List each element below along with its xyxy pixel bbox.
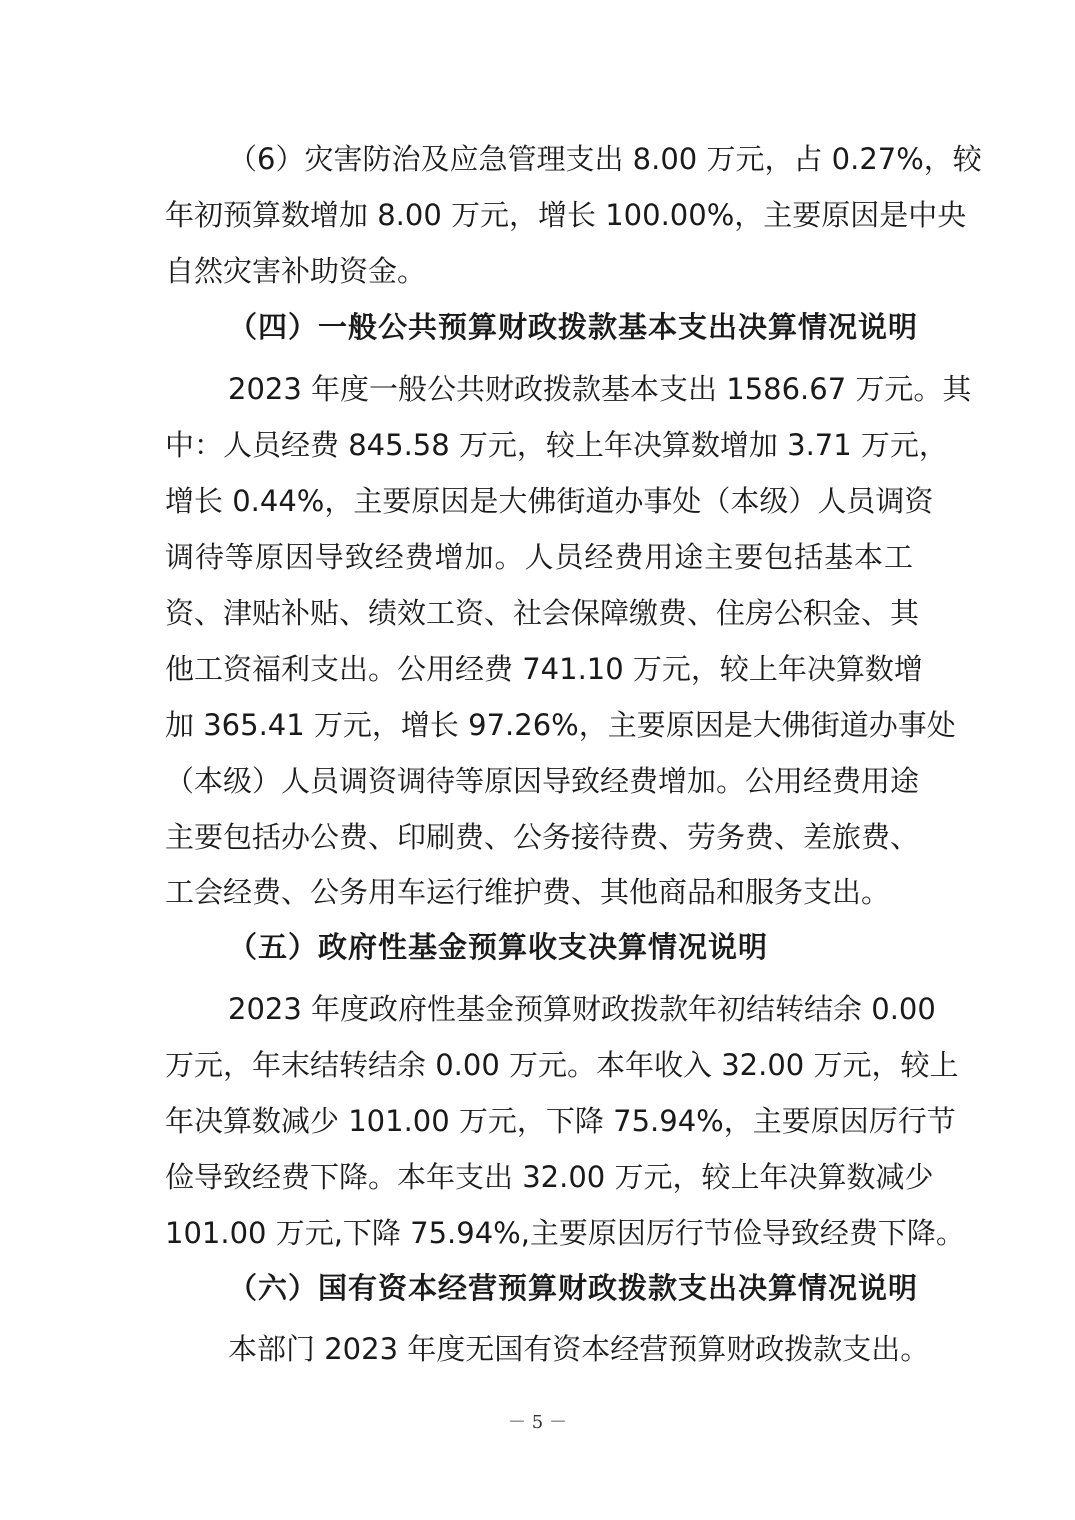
paragraph-line: 本部门 2023 年度无国有资本经营预算财政拨款支出。 — [228, 1332, 930, 1366]
paragraph-line: 2023 年度一般公共财政拨款基本支出 1586.67 万元。其 — [228, 372, 972, 406]
paragraph-line: 年决算数减少 101.00 万元，下降 75.94%，主要原因厉行节 — [165, 1104, 956, 1138]
paragraph-line: 2023 年度政府性基金预算财政拨款年初结转结余 0.00 — [228, 992, 936, 1026]
paragraph-line: 年初预算数增加 8.00 万元，增长 100.00%，主要原因是中央 — [165, 198, 967, 232]
paragraph-line: 主要包括办公费、印刷费、公务接待费、劳务费、差旅费、 — [165, 820, 920, 854]
paragraph-line: 万元，年末结转结余 0.00 万元。本年收入 32.00 万元，较上 — [165, 1048, 959, 1082]
paragraph-line: 中：人员经费 845.58 万元，较上年决算数增加 3.71 万元， — [165, 428, 948, 462]
section-heading: （六）国有资本经营预算财政拨款支出决算情况说明 — [228, 1271, 919, 1305]
paragraph-line: 资、津贴补贴、绩效工资、社会保障缴费、住房公积金、其 — [165, 596, 920, 630]
section-heading: （四）一般公共预算财政拨款基本支出决算情况说明 — [228, 310, 919, 344]
paragraph-line: （6）灾害防治及应急管理支出 8.00 万元，占 0.27%，较 — [228, 142, 982, 176]
paragraph-line: 工会经费、公务用车运行维护费、其他商品和服务支出。 — [165, 875, 891, 909]
paragraph-line: 他工资福利支出。公用经费 741.10 万元，较上年决算数增 — [165, 652, 923, 686]
paragraph-line: 加 365.41 万元，增长 97.26%，主要原因是大佛街道办事处 — [165, 708, 956, 742]
paragraph-line: 101.00 万元,下降 75.94%,主要原因厉行节俭导致经费下降。 — [165, 1216, 965, 1250]
paragraph-line: 增长 0.44%，主要原因是大佛街道办事处（本级）人员调资 — [165, 484, 934, 518]
paragraph-line: 自然灾害补助资金。 — [165, 254, 427, 288]
paragraph-line: 调待等原因导致经费增加。人员经费用途主要包括基本工 — [165, 540, 913, 574]
page-number: － 5 － — [508, 1412, 567, 1433]
paragraph-line: 俭导致经费下降。本年支出 32.00 万元，较上年决算数减少 — [165, 1160, 934, 1194]
paragraph-line: （本级）人员调资调待等原因导致经费增加。公用经费用途 — [165, 764, 920, 798]
section-heading: （五）政府性基金预算收支决算情况说明 — [228, 930, 769, 964]
